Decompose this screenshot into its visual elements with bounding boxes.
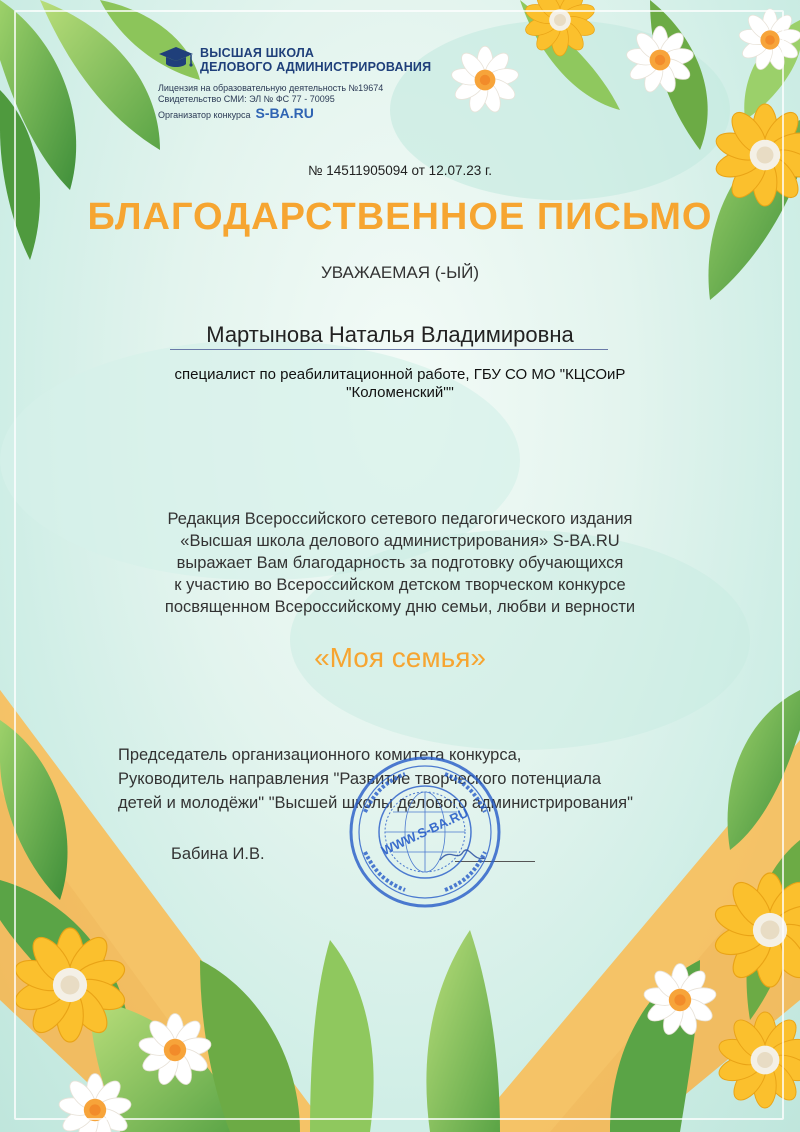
organization-header	[158, 44, 431, 121]
gratitude-text	[60, 508, 740, 618]
logo-row	[158, 44, 431, 75]
position-line-1: специалист по реабилитационной работе, ГБУ СО МО "КЦСОиР	[174, 366, 626, 383]
organizer-label: Организатор конкурса	[158, 110, 251, 120]
organizer-line	[158, 105, 431, 121]
official-stamp	[345, 752, 505, 912]
signatory-line-1: Председатель организационного комитета конкурса,	[118, 746, 522, 764]
body-line-1: Редакция Всероссийского сетевого педагогического издания	[167, 510, 633, 528]
stamp-text: WWW.S-BA.RU	[379, 804, 471, 859]
graduation-cap-icon	[158, 44, 194, 75]
position-line-2: "Коломенский""	[346, 384, 454, 401]
body-line-4: к участию во Всероссийском детском творческом конкурсе	[174, 576, 626, 594]
license-text: Лицензия на образовательную деятельность №19674	[158, 83, 384, 93]
document-title: БЛАГОДАРСТВЕННОЕ ПИСЬМО	[87, 196, 713, 238]
signatory-line-3: детей и молодёжи" "Высшей школы делового администрирования"	[118, 794, 633, 812]
document-number: № 14511905094 от 12.07.23 г.	[307, 163, 493, 178]
org-name-line2: ДЕЛОВОГО АДМИНИСТРИРОВАНИЯ	[200, 59, 432, 74]
body-line-2: «Высшая школа делового администрирования» S-BA.RU	[180, 532, 620, 550]
media-certificate-text: Свидетельство СМИ: ЭЛ № ФС 77 - 70095	[158, 94, 335, 104]
recipient-position	[80, 366, 720, 402]
organizer-site: S-BA.RU	[255, 105, 314, 121]
body-line-3: выражает Вам благодарность за подготовку обучающихся	[176, 554, 624, 572]
signatory-line-2: Руководитель направления "Развитие творческого потенциала	[118, 770, 602, 788]
org-name-line1: ВЫСШАЯ ШКОЛА	[200, 45, 315, 60]
salutation: УВАЖАЕМАЯ (-ЫЙ)	[320, 263, 480, 282]
name-underline	[170, 349, 608, 350]
body-line-5: посвященном Всероссийскому дню семьи, любви и верности	[164, 598, 636, 616]
recipient-name: Мартынова Наталья Владимировна	[206, 322, 574, 347]
signer-name: Бабина И.В.	[171, 845, 265, 863]
logo-text	[200, 46, 431, 74]
contest-name: «Моя семья»	[314, 642, 486, 673]
